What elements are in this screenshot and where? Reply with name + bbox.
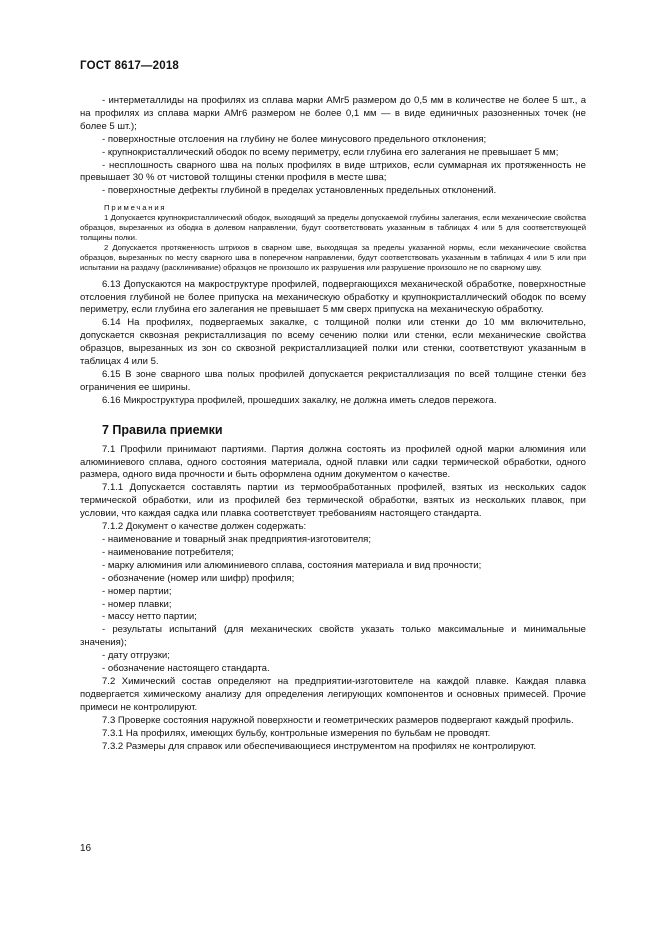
clause-6-13: 6.13 Допускаются на макроструктуре профилей, подвергающихся механической обработке, поверхностные отслоения глубиной не более припуска на механическую обработку и крупнокристаллический ободок по всему периметру, если глубина его залегания не превышает 5 мм сверх припуска на механическую обработку.	[80, 278, 586, 316]
list-item: - интерметаллиды на профилях из сплава марки АМг5 размером до 0,5 мм в количестве не более 5 шт., а на профилях из сплава марки АМг6 размером не более 0,1 мм — в виде единичных разозненных точек (не более 5 шт.);	[80, 95, 586, 132]
list-item: - дату отгрузки;	[102, 650, 170, 662]
clause-7-1: 7.1 Профили принимают партиями. Партия должна состоять из профилей одной марки алюминия или алюминиевого сплава, одного состояния материала, одной плавки или садки термической обработки, одного размера, одного вида прочности и быть оформлена одним документом о качестве.	[80, 443, 586, 481]
list-item: - массу нетто партии;	[102, 611, 197, 623]
clause-6-14: 6.14 На профилях, подвергаемых закалке, с толщиной полки или стенки до 10 мм включительно, допускается сквозная рекристаллизация по всему сечению полки или стенки, если механические свойства образцов, вырезанных из зон со сквозной рекристаллизацией полки или стенки, соответствуют указанным в таблицах 4 или 5.	[80, 317, 586, 368]
notes-title: Примечания	[104, 203, 167, 213]
clause-6-16: 6.16 Микроструктура профилей, прошедших закалку, не должна иметь следов пережога.	[102, 394, 497, 406]
clause-6-15: 6.15 В зоне сварного шва полых профилей допускается рекристаллизация по всей толщине стенки без ограничения ее ширины.	[80, 368, 586, 393]
note-item: 2 Допускается протяженность штрихов в сварном шве, выходящая за пределы указанной нормы, если механические свойства образцов, вырезанных по месту сварного шва в поперечном направлении, будут соответствовать указанным в таблицах 4 или 5 или при испытании на раздачу (расклинивание) образцов не произошло их разрушения или разрушение произошло не по сварному шву.	[80, 242, 586, 272]
list-item: - обозначение (номер или шифр) профиля;	[102, 572, 295, 584]
clause-7-1-2: 7.1.2 Документ о качестве должен содержать:	[102, 521, 307, 533]
list-item: - марку алюминия или алюминиевого сплава, состояния материала и вид прочности;	[102, 559, 482, 571]
list-item: - номер партии;	[102, 585, 172, 597]
list-item: - поверхностные отслоения на глубину не более минусового предельного отклонения;	[102, 133, 487, 145]
clause-7-1-1: 7.1.1 Допускается составлять партии из термообработанных профилей, взятых из нескольких садок термической обработки, или из профилей без термической обработки, взятых из нескольких плавок, при условии, что каждая садка или плавка соответствует требованиям настоящего стандарта.	[80, 482, 586, 520]
list-item: - крупнокристаллический ободок по всему периметру, если глубина его залегания не превышает 5 мм;	[102, 146, 559, 158]
document-header: ГОСТ 8617—2018	[80, 60, 180, 72]
list-item: - номер плавки;	[102, 598, 172, 610]
notes-block	[80, 203, 586, 272]
clause-7-3-1: 7.3.1 На профилях, имеющих бульбу, контрольные измерения по бульбам не проводят.	[102, 727, 491, 739]
page-content	[80, 95, 586, 753]
list-item: - результаты испытаний (для механических свойств указать только максимальные и минимальные значения);	[80, 624, 586, 649]
clauses-6	[80, 279, 586, 408]
section-title: 7 Правила приемки	[102, 422, 223, 437]
note-item: 1 Допускается крупнокристаллический ободок, выходящий за пределы допускаемой глубины залегания, если механические свойства образцов, вырезанных из ободка в долевом направлении, будут соответствовать указанным в таблицах 4 или 5 для соответствующей толщины полки.	[80, 213, 586, 242]
clause-7-3: 7.3 Проверке состояния наружной поверхности и геометрических размеров подвергают каждый профиль.	[102, 714, 574, 726]
list-item: - несплошность сварного шва на полых профилях в виде штрихов, если суммарная их протяженность не превышает 30 % от чистовой толщины стенки профиля в месте шва;	[80, 159, 586, 184]
page-number: 16	[80, 843, 92, 854]
clause-7-2: 7.2 Химический состав определяют на предприятии-изготовителе на каждой плавке. Каждая плавка подвергается химическому анализу для определения легирующих компонентов и основных примесей. Прочие примеси не контролируют.	[80, 675, 586, 713]
list-item: - поверхностные дефекты глубиной в пределах установленных предельных отклонений.	[102, 185, 497, 197]
list-item: - обозначение настоящего стандарта.	[102, 663, 270, 675]
clause-7-3-2: 7.3.2 Размеры для справок или обеспечивающиеся инструментом на профилях не контролируют.	[102, 740, 537, 752]
list-item: - наименование и товарный знак предприятия-изготовителя;	[102, 534, 371, 545]
list-item: - наименование потребителя;	[102, 546, 234, 558]
